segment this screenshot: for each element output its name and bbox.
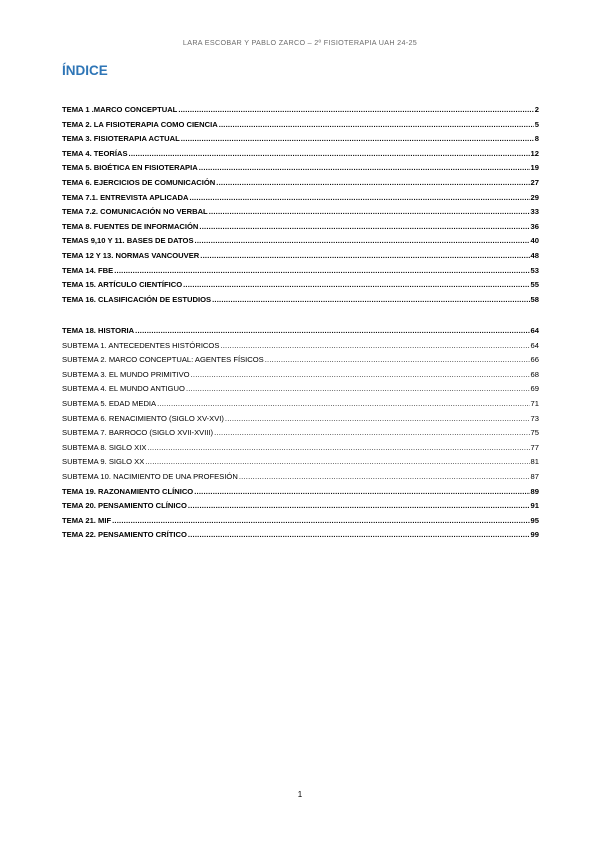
toc-entry-label: TEMA 4. TEORÍAS — [62, 148, 128, 158]
toc-entry-label: TEMA 20. PENSAMIENTO CLÍNICO — [62, 501, 187, 511]
toc-entry-page: 89 — [530, 486, 539, 496]
page-number: 1 — [297, 790, 303, 799]
toc-entry[interactable] — [62, 528, 539, 543]
toc-dot-leader — [191, 368, 530, 383]
toc-entry[interactable] — [62, 191, 539, 206]
toc-entry[interactable] — [62, 278, 539, 293]
toc-entry-page: 33 — [530, 207, 539, 217]
toc-entry-page: 5 — [534, 119, 539, 129]
toc-entry[interactable] — [62, 368, 539, 383]
toc-entry-page: 19 — [530, 163, 539, 173]
toc-dot-leader — [112, 514, 529, 529]
toc-entry[interactable] — [62, 499, 539, 514]
toc-entry[interactable] — [62, 441, 539, 456]
toc-entry-page: 66 — [530, 355, 539, 365]
toc-entry-page: 64 — [530, 326, 539, 335]
toc-dot-leader — [195, 234, 530, 249]
toc-entry-label: TEMA 6. EJERCICIOS DE COMUNICACIÓN — [62, 177, 216, 187]
toc-entry-label: SUBTEMA 6. RENACIMIENTO (SIGLO XV-XVI) — [62, 413, 224, 423]
toc-dot-leader — [135, 324, 529, 339]
toc-entry-label: SUBTEMA 7. BARROCO (SIGLO XVII-XVIII) — [62, 428, 214, 438]
toc-entry-label: TEMA 15. ARTÍCULO CIENTÍFICO — [62, 280, 183, 290]
toc-dot-leader — [209, 205, 530, 220]
toc-dot-leader — [189, 191, 529, 206]
toc-entry-page: 8 — [534, 134, 539, 144]
toc-dot-leader — [145, 455, 529, 470]
toc-entry-label: TEMA 7.1. ENTREVISTA APLICADA — [62, 192, 189, 202]
toc-entry-page: 53 — [530, 265, 539, 275]
toc-entry-label: SUBTEMA 2. MARCO CONCEPTUAL: AGENTES FÍSICOS — [62, 355, 264, 365]
toc-entry[interactable] — [62, 264, 539, 279]
toc-entry[interactable] — [62, 455, 539, 470]
toc-entry[interactable] — [62, 426, 539, 441]
toc-dot-leader — [188, 499, 530, 514]
toc-entry-label: TEMA 22. PENSAMIENTO CRÍTICO — [62, 530, 187, 540]
toc-entry-label: SUBTEMA 9. SIGLO XX — [62, 457, 145, 467]
toc-entry-page: 71 — [530, 398, 539, 408]
toc-entry-page: 27 — [530, 177, 539, 187]
toc-entry-label: SUBTEMA 8. SIGLO XIX — [62, 442, 147, 452]
toc-dot-leader — [200, 249, 529, 264]
toc-entry-page: 2 — [534, 105, 539, 114]
toc-entry-page: 87 — [530, 471, 539, 481]
toc-entry-page: 81 — [530, 457, 539, 467]
toc-entry[interactable] — [62, 397, 539, 412]
toc-entry[interactable] — [62, 470, 539, 485]
toc-dot-leader — [265, 353, 530, 368]
toc-entry-page: 64 — [530, 340, 539, 350]
toc-dot-leader — [157, 397, 529, 412]
toc-entry-label: TEMA 16. CLASIFICACIÓN DE ESTUDIOS — [62, 294, 212, 304]
toc-entry-page: 40 — [530, 236, 539, 246]
toc-entry[interactable] — [62, 176, 539, 191]
page-header: LARA ESCOBAR Y PABLO ZARCO – 2º FISIOTERAPIA UAH 24-25 — [182, 38, 418, 47]
toc-entry[interactable] — [62, 234, 539, 249]
toc-dot-leader — [216, 176, 529, 191]
toc-dot-leader — [194, 485, 529, 500]
toc-entry-label: TEMA 21. MIF — [62, 515, 112, 525]
toc-dot-leader — [183, 278, 529, 293]
toc-entry-label: SUBTEMA 4. EL MUNDO ANTIGUO — [62, 384, 185, 394]
toc-entry-label: TEMA 8. FUENTES DE INFORMACIÓN — [62, 221, 199, 231]
toc-entry-page: 55 — [530, 280, 539, 290]
toc-dot-leader — [178, 103, 533, 118]
toc-dot-leader — [181, 132, 534, 147]
toc-section-main — [62, 103, 539, 307]
toc-entry-label: TEMA 7.2. COMUNICACIÓN NO VERBAL — [62, 207, 208, 217]
toc-dot-leader — [186, 382, 530, 397]
toc-section-history — [62, 324, 539, 543]
toc-entry-label: TEMA 18. HISTORIA — [62, 326, 135, 335]
toc-entry[interactable] — [62, 485, 539, 500]
toc-entry-page: 69 — [530, 384, 539, 394]
toc-entry-label: SUBTEMA 1. ANTECEDENTES HISTÓRICOS — [62, 340, 220, 350]
toc-entry-label: TEMA 1 .MARCO CONCEPTUAL — [62, 105, 178, 114]
toc-dot-leader — [214, 426, 529, 441]
toc-dot-leader — [219, 118, 534, 133]
toc-entry-page: 68 — [530, 369, 539, 379]
toc-entry[interactable] — [62, 118, 539, 133]
toc-entry-page: 75 — [530, 428, 539, 438]
toc-entry[interactable] — [62, 382, 539, 397]
toc-entry-label: TEMA 5. BIOÉTICA EN FISIOTERAPIA — [62, 163, 198, 173]
toc-entry-label: SUBTEMA 10. NACIMIENTO DE UNA PROFESIÓN — [62, 471, 238, 481]
toc-entry-label: TEMA 12 Y 13. NORMAS VANCOUVER — [62, 250, 200, 260]
toc-entry-label: TEMA 3. FISIOTERAPIA ACTUAL — [62, 134, 180, 144]
toc-dot-leader — [129, 147, 530, 162]
index-title: ÍNDICE — [62, 63, 108, 78]
toc-entry-page: 48 — [530, 250, 539, 260]
toc-entry-label: TEMA 19. RAZONAMIENTO CLÍNICO — [62, 486, 194, 496]
toc-entry[interactable] — [62, 514, 539, 529]
toc-entry-label: TEMA 2. LA FISIOTERAPIA COMO CIENCIA — [62, 119, 218, 129]
toc-dot-leader — [199, 161, 530, 176]
toc-entry[interactable] — [62, 412, 539, 427]
toc-entry[interactable] — [62, 220, 539, 235]
toc-entry-page: 99 — [530, 530, 539, 540]
toc-entry-label: SUBTEMA 3. EL MUNDO PRIMITIVO — [62, 369, 190, 379]
toc-entry[interactable] — [62, 103, 539, 118]
toc-entry-label: TEMAS 9,10 Y 11. BASES DE DATOS — [62, 236, 194, 246]
toc-dot-leader — [239, 470, 530, 485]
toc-dot-leader — [114, 264, 529, 279]
toc-entry[interactable] — [62, 293, 539, 308]
toc-entry-page: 95 — [530, 515, 539, 525]
toc-entry-page: 73 — [530, 413, 539, 423]
toc-entry[interactable] — [62, 324, 539, 339]
toc-dot-leader — [199, 220, 529, 235]
toc-entry-page: 58 — [530, 294, 539, 304]
toc-entry[interactable] — [62, 147, 539, 162]
toc-entry[interactable] — [62, 161, 539, 176]
toc-entry-page: 29 — [530, 192, 539, 202]
toc-dot-leader — [212, 293, 529, 308]
toc-entry-page: 12 — [530, 148, 539, 158]
toc-entry[interactable] — [62, 249, 539, 264]
toc-entry-page: 36 — [530, 221, 539, 231]
toc-entry[interactable] — [62, 353, 539, 368]
toc-dot-leader — [147, 441, 529, 456]
toc-entry-page: 91 — [530, 501, 539, 511]
toc-dot-leader — [225, 412, 530, 427]
toc-entry-label: TEMA 14. FBE — [62, 265, 114, 275]
toc-entry-label: SUBTEMA 5. EDAD MEDIA — [62, 398, 157, 408]
toc-dot-leader — [220, 339, 529, 354]
toc-entry-page: 77 — [530, 442, 539, 452]
toc-entry[interactable] — [62, 132, 539, 147]
toc-entry[interactable] — [62, 339, 539, 354]
toc-entry[interactable] — [62, 205, 539, 220]
toc-dot-leader — [188, 528, 530, 543]
